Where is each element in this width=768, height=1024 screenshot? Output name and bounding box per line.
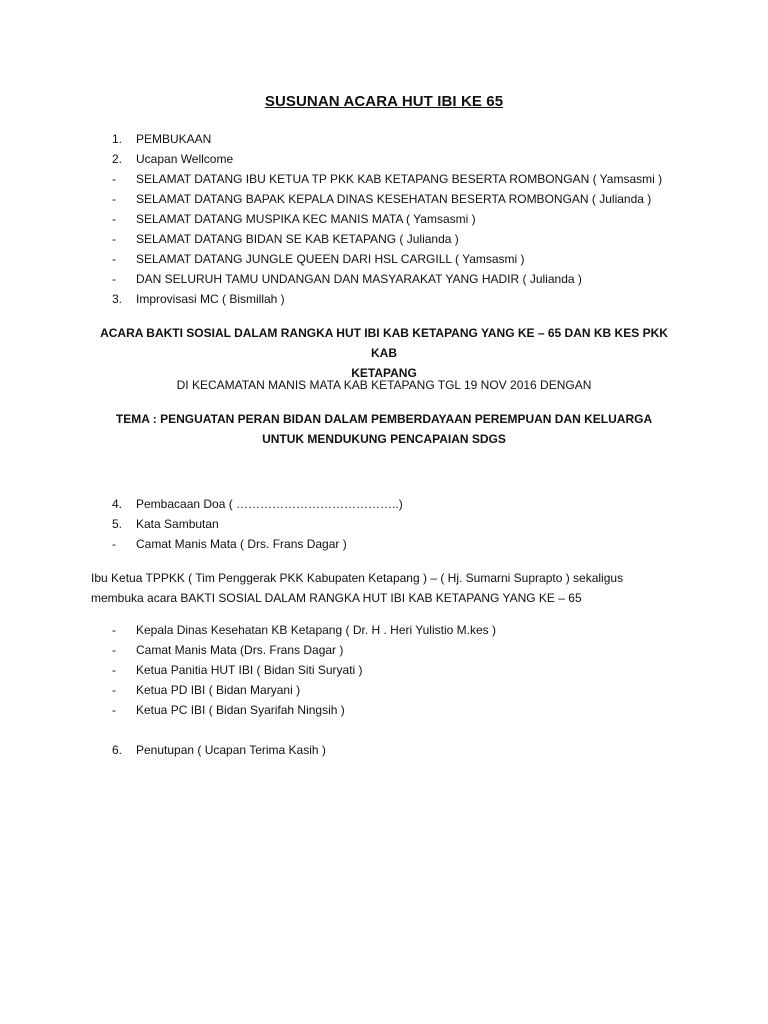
list-item (112, 516, 219, 532)
list-item (112, 742, 326, 758)
list-item (112, 662, 363, 678)
list-item (112, 151, 233, 167)
list-marker: - (112, 252, 116, 266)
list-item-text: Camat Manis Mata ( Drs. Frans Dagar ) (136, 537, 347, 551)
list-item-text: DAN SELURUH TAMU UNDANGAN DAN MASYARAKAT YANG HADIR ( Julianda ) (136, 272, 582, 286)
list-item (112, 191, 651, 207)
list-item-text: Improvisasi MC ( Bismillah ) (136, 292, 285, 306)
list-marker: - (112, 172, 116, 186)
list-marker: - (112, 212, 116, 226)
list-item (112, 682, 300, 698)
tema-heading-line: TEMA : PENGUATAN PERAN BIDAN DALAM PEMBERDAYAAN PEREMPUAN DAN KELUARGA (115, 412, 653, 426)
list-marker: - (112, 232, 116, 246)
list-marker: 3. (112, 292, 123, 306)
list-item-text: Kepala Dinas Kesehatan KB Ketapang ( Dr. H . Heri Yulistio M.kes ) (136, 623, 496, 637)
document-title: SUSUNAN ACARA HUT IBI KE 65 (264, 93, 504, 110)
list-item-text: SELAMAT DATANG MUSPIKA KEC MANIS MATA ( Yamsasmi ) (136, 212, 476, 226)
list-item (112, 291, 285, 307)
list-item (112, 622, 496, 638)
list-marker: - (112, 683, 116, 697)
list-marker: - (112, 663, 116, 677)
list-item (112, 131, 211, 147)
list-item-text: SELAMAT DATANG JUNGLE QUEEN DARI HSL CARGILL ( Yamsasmi ) (136, 252, 525, 266)
paragraph-line: Ibu Ketua TPPKK ( Tim Penggerak PKK Kabupaten Ketapang ) – ( Hj. Sumarni Suprapto ) sekaligus (91, 571, 624, 585)
list-marker: - (112, 537, 116, 551)
tema-heading (96, 409, 672, 449)
list-item (112, 231, 459, 247)
list-item (112, 642, 343, 658)
list-item (112, 702, 345, 718)
list-item (112, 251, 525, 267)
list-item (112, 211, 476, 227)
list-marker: - (112, 703, 116, 717)
list-item (112, 536, 347, 552)
list-item-text: Ketua PC IBI ( Bidan Syarifah Ningsih ) (136, 703, 345, 717)
paragraph-line: membuka acara BAKTI SOSIAL DALAM RANGKA HUT IBI KAB KETAPANG YANG KE – 65 (91, 591, 582, 605)
list-item-text: SELAMAT DATANG BIDAN SE KAB KETAPANG ( Julianda ) (136, 232, 459, 246)
list-marker: - (112, 192, 116, 206)
list-marker: 2. (112, 152, 123, 166)
acara-heading-line: ACARA BAKTI SOSIAL DALAM RANGKA HUT IBI KAB KETAPANG YANG KE – 65 DAN KB KES PKK KAB (100, 326, 668, 360)
lokasi-line: DI KECAMATAN MANIS MATA KAB KETAPANG TGL 19 NOV 2016 DENGAN (176, 378, 592, 392)
list-item-text: SELAMAT DATANG IBU KETUA TP PKK KAB KETAPANG BESERTA ROMBONGAN ( Yamsasmi ) (136, 172, 663, 186)
tema-heading-line: UNTUK MENDUKUNG PENCAPAIAN SDGS (262, 432, 506, 446)
list-item-text: Penutupan ( Ucapan Terima Kasih ) (136, 743, 326, 757)
list-marker: - (112, 643, 116, 657)
acara-heading (96, 323, 672, 383)
list-item (112, 271, 582, 287)
list-item-text: Camat Manis Mata (Drs. Frans Dagar ) (136, 643, 344, 657)
list-item (112, 171, 662, 187)
list-item (112, 496, 403, 512)
list-marker: 5. (112, 517, 123, 531)
list-item-text: Ketua Panitia HUT IBI ( Bidan Siti Suryati ) (136, 663, 363, 677)
list-marker: 1. (112, 132, 123, 146)
list-marker: 6. (112, 743, 123, 757)
list-item-text: Ucapan Wellcome (136, 152, 234, 166)
list-marker: - (112, 623, 116, 637)
acara-heading-line: KETAPANG (351, 366, 417, 380)
list-item-text: PEMBUKAAN (136, 132, 212, 146)
list-item-text: SELAMAT DATANG BAPAK KEPALA DINAS KESEHATAN BESERTA ROMBONGAN ( Julianda ) (136, 192, 652, 206)
list-item-text: Pembacaan Doa ( …………………………………..) (136, 497, 403, 511)
sambutan-paragraph (91, 568, 651, 608)
list-item-text: Kata Sambutan (136, 517, 219, 531)
list-marker: 4. (112, 497, 123, 511)
list-marker: - (112, 272, 116, 286)
list-item-text: Ketua PD IBI ( Bidan Maryani ) (136, 683, 301, 697)
